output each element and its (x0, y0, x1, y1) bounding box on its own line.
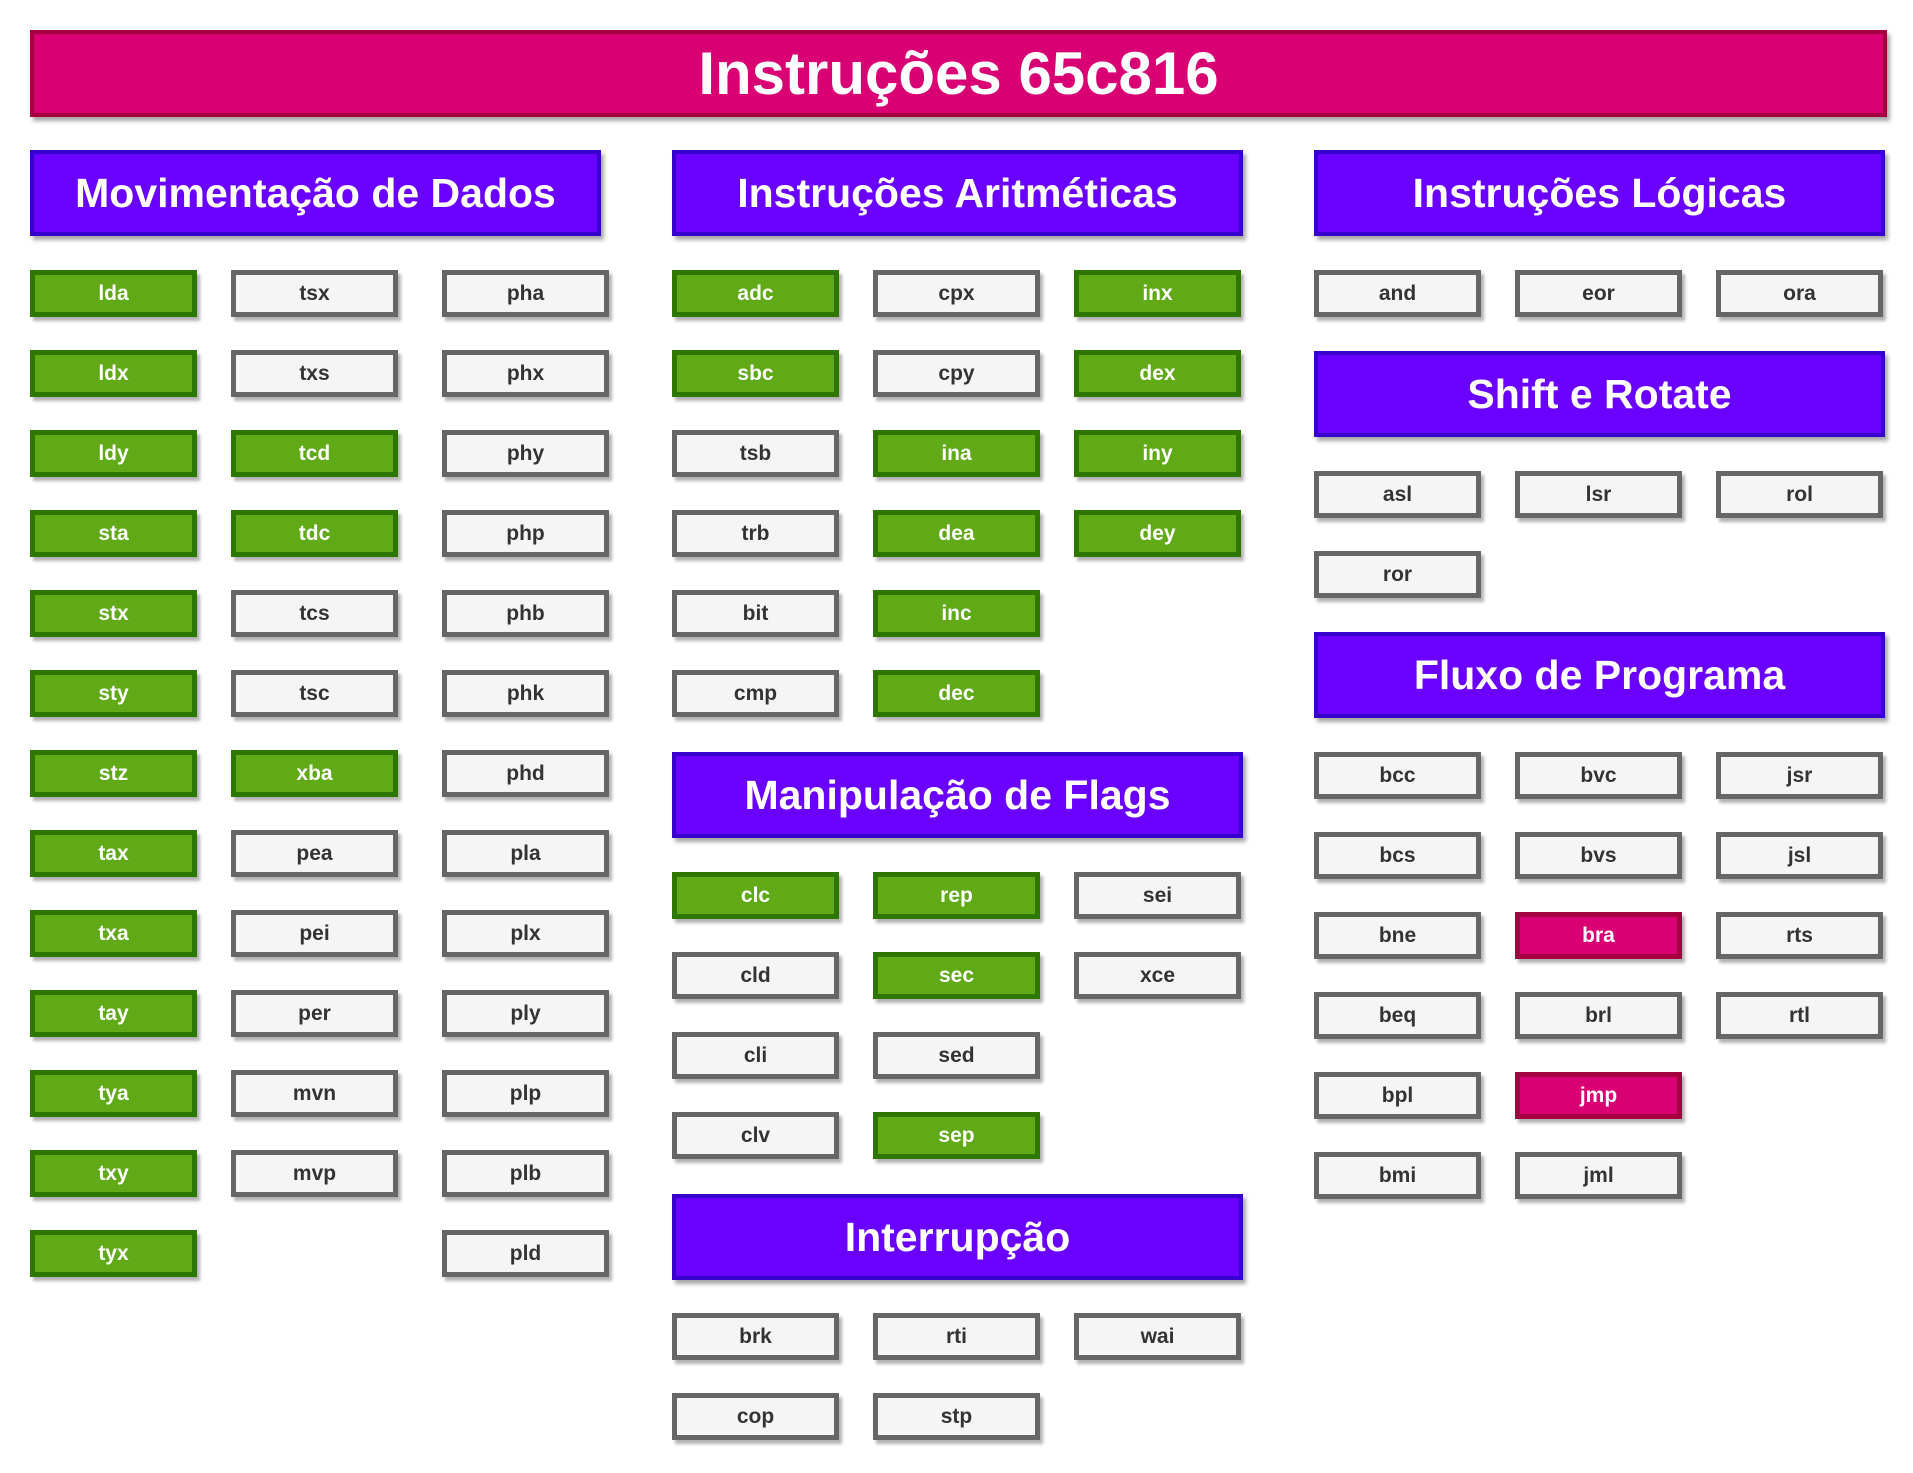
instruction-pld: pld (442, 1230, 609, 1277)
instruction-tsb: tsb (672, 430, 839, 477)
instruction-phb: phb (442, 590, 609, 637)
instruction-stp: stp (873, 1393, 1040, 1440)
instruction-dea: dea (873, 510, 1040, 557)
instruction-mvp: mvp (231, 1150, 398, 1197)
instruction-dey: dey (1074, 510, 1241, 557)
instruction-tay: tay (30, 990, 197, 1037)
instruction-sec: sec (873, 952, 1040, 999)
instruction-rol: rol (1716, 471, 1883, 518)
instruction-txa: txa (30, 910, 197, 957)
instruction-brk: brk (672, 1313, 839, 1360)
instruction-bcs: bcs (1314, 832, 1481, 879)
instruction-bne: bne (1314, 912, 1481, 959)
instruction-eor: eor (1515, 270, 1682, 317)
instruction-mvn: mvn (231, 1070, 398, 1117)
instruction-stz: stz (30, 750, 197, 797)
instruction-inx: inx (1074, 270, 1241, 317)
instruction-pea: pea (231, 830, 398, 877)
instruction-asl: asl (1314, 471, 1481, 518)
instruction-xba: xba (231, 750, 398, 797)
instruction-bvs: bvs (1515, 832, 1682, 879)
instruction-rtl: rtl (1716, 992, 1883, 1039)
instruction-per: per (231, 990, 398, 1037)
instruction-trb: trb (672, 510, 839, 557)
instruction-jsl: jsl (1716, 832, 1883, 879)
instruction-php: php (442, 510, 609, 557)
instruction-jmp: jmp (1515, 1072, 1682, 1119)
instruction-sei: sei (1074, 872, 1241, 919)
instruction-tsc: tsc (231, 670, 398, 717)
instruction-ldx: ldx (30, 350, 197, 397)
instruction-cli: cli (672, 1032, 839, 1079)
instruction-inc: inc (873, 590, 1040, 637)
instruction-tax: tax (30, 830, 197, 877)
instruction-phk: phk (442, 670, 609, 717)
instruction-phd: phd (442, 750, 609, 797)
instruction-brl: brl (1515, 992, 1682, 1039)
instruction-and: and (1314, 270, 1481, 317)
instruction-tyx: tyx (30, 1230, 197, 1277)
section-movimentacao-de-dados: Movimentação de Dados (30, 150, 601, 236)
instruction-rti: rti (873, 1313, 1040, 1360)
instruction-sbc: sbc (672, 350, 839, 397)
section-shift-e-rotate: Shift e Rotate (1314, 351, 1885, 437)
instruction-plb: plb (442, 1150, 609, 1197)
instruction-lda: lda (30, 270, 197, 317)
instruction-bvc: bvc (1515, 752, 1682, 799)
instruction-cpx: cpx (873, 270, 1040, 317)
section-instrucoes-aritmeticas: Instruções Aritméticas (672, 150, 1243, 236)
instruction-tcs: tcs (231, 590, 398, 637)
instruction-rts: rts (1716, 912, 1883, 959)
instruction-phx: phx (442, 350, 609, 397)
instruction-sty: sty (30, 670, 197, 717)
instruction-phy: phy (442, 430, 609, 477)
instruction-ldy: ldy (30, 430, 197, 477)
instruction-bit: bit (672, 590, 839, 637)
instruction-bcc: bcc (1314, 752, 1481, 799)
instruction-stx: stx (30, 590, 197, 637)
instruction-jml: jml (1515, 1152, 1682, 1199)
instruction-clv: clv (672, 1112, 839, 1159)
instruction-txs: txs (231, 350, 398, 397)
instruction-plp: plp (442, 1070, 609, 1117)
section-instrucoes-logicas: Instruções Lógicas (1314, 150, 1885, 236)
instruction-bmi: bmi (1314, 1152, 1481, 1199)
instruction-tcd: tcd (231, 430, 398, 477)
instruction-ina: ina (873, 430, 1040, 477)
page-title: Instruções 65c816 (30, 30, 1887, 117)
instruction-pha: pha (442, 270, 609, 317)
instruction-beq: beq (1314, 992, 1481, 1039)
instruction-cld: cld (672, 952, 839, 999)
instruction-cop: cop (672, 1393, 839, 1440)
instruction-cpy: cpy (873, 350, 1040, 397)
instruction-sep: sep (873, 1112, 1040, 1159)
instruction-clc: clc (672, 872, 839, 919)
section-interrupcao: Interrupção (672, 1194, 1243, 1280)
instruction-sta: sta (30, 510, 197, 557)
instruction-sed: sed (873, 1032, 1040, 1079)
section-manipulacao-de-flags: Manipulação de Flags (672, 752, 1243, 838)
instruction-rep: rep (873, 872, 1040, 919)
instruction-bra: bra (1515, 912, 1682, 959)
instruction-lsr: lsr (1515, 471, 1682, 518)
instruction-jsr: jsr (1716, 752, 1883, 799)
instruction-wai: wai (1074, 1313, 1241, 1360)
instruction-xce: xce (1074, 952, 1241, 999)
instruction-ora: ora (1716, 270, 1883, 317)
instruction-iny: iny (1074, 430, 1241, 477)
instruction-txy: txy (30, 1150, 197, 1197)
instruction-adc: adc (672, 270, 839, 317)
instruction-tsx: tsx (231, 270, 398, 317)
instruction-tya: tya (30, 1070, 197, 1117)
section-fluxo-de-programa: Fluxo de Programa (1314, 632, 1885, 718)
instruction-pei: pei (231, 910, 398, 957)
instruction-bpl: bpl (1314, 1072, 1481, 1119)
instruction-dex: dex (1074, 350, 1241, 397)
instruction-pla: pla (442, 830, 609, 877)
instruction-plx: plx (442, 910, 609, 957)
instruction-ply: ply (442, 990, 609, 1037)
instruction-dec: dec (873, 670, 1040, 717)
instruction-ror: ror (1314, 551, 1481, 598)
instruction-cmp: cmp (672, 670, 839, 717)
instruction-tdc: tdc (231, 510, 398, 557)
